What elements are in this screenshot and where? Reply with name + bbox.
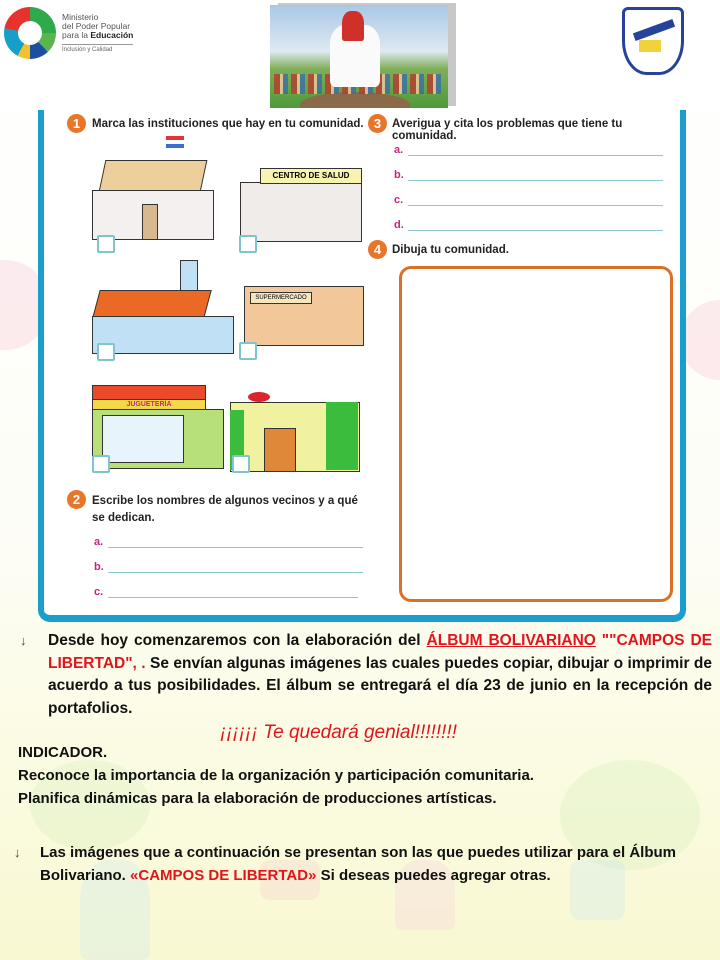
jugueteria-illustration [92,385,222,467]
drawing-area[interactable] [399,266,673,602]
bullet-arrow-icon: ↓ [20,633,27,648]
bolivar-hero-image [270,5,448,108]
q2-answer-c[interactable]: c. [94,586,358,598]
checkbox-iglesia[interactable] [97,343,115,361]
checkbox-supermercado[interactable] [239,342,257,360]
checkbox-jugueteria[interactable] [92,455,110,473]
q3-answer-c[interactable]: c. [394,194,663,206]
q2-prompt: Escribe los nombres de algunos vecinos y a qué se dedican. [92,495,358,524]
q2-number-badge: 2 [67,490,86,509]
indicator-title: INDICADOR. [18,744,108,761]
q4-number-badge: 4 [368,240,387,259]
q3-answer-a[interactable]: a. [394,144,663,156]
campos-de-libertad-title: «CAMPOS DE LIBERTAD» [130,866,317,884]
checkbox-escuela[interactable] [97,235,115,253]
centro-de-salud-sign: CENTRO DE SALUD [260,168,362,184]
ministry-name-line1: Ministerio [62,12,99,22]
ministry-tagline: Inclusión y Calidad [62,44,133,53]
indicator-item-2: Planifica dinámicas para la elaboración de producciones artísticas. [18,790,497,807]
q3-answer-d[interactable]: d. [394,219,663,231]
q3-prompt: Averigua y cita los problemas que tiene tu comunidad. [392,118,623,142]
encouragement-text: ¡¡¡¡¡¡ Te quedará genial!!!!!!!! [220,722,457,743]
q4-prompt: Dibuja tu comunidad. [392,244,509,256]
bullet-arrow-icon: ↓ [14,845,21,860]
supermercado-illustration [244,286,362,350]
school-crest-icon [622,7,684,75]
album-intro-paragraph: Desde hoy comenzaremos con la elaboración del ÁLBUM BOLIVARIANO ""CAMPOS DE LIBERTAD", . Se envían algunas imágenes las cuales puedes copiar, dibujar o imprimir de acuerdo a tus posibilidades. El álbum se entregará el día 23 de junio en la recepción de portafolios. [48,632,713,717]
checkbox-centro-de-salud[interactable] [239,235,257,253]
ministry-name-line2: del Poder Popular [62,21,131,31]
q3-answer-b[interactable]: b. [394,169,663,181]
q1-number-badge: 1 [67,114,86,133]
ministry-name-line3: para la [62,30,91,40]
q2-answer-a[interactable]: a. [94,536,363,548]
campos-de-libertad-title: ""CAMPOS DE LIBERTAD", . [48,632,713,672]
worksheet-frame [38,110,686,622]
bg-decoration [680,300,720,380]
indicator-item-1: Reconoce la importancia de la organización y participación comunitaria. [18,767,534,784]
q3-number-badge: 3 [368,114,387,133]
centro-de-salud-illustration [240,168,360,240]
q1-prompt: Marca las instituciones que hay en tu comunidad. [92,118,364,130]
ministry-logo [4,4,154,62]
checkbox-club[interactable] [232,455,250,473]
iglesia-illustration [92,260,232,352]
ministry-name-bold: Educación [90,30,134,40]
q2-answer-b[interactable]: b. [94,561,363,573]
jugueteria-sign: JUGUETERÍA [92,399,206,411]
ministry-ring-icon [4,7,56,59]
supermercado-sign: SUPERMERCADO [250,292,312,304]
album-bolivariano-link: ÁLBUM BOLIVARIANO [426,632,596,649]
images-note-paragraph: Las imágenes que a continuación se presentan son las que puedes utilizar para el Álbum Bolivariano. «CAMPOS DE LIBERTAD» Si deseas puedes agregar otras. [40,844,677,884]
escuela-illustration [92,150,212,238]
page-header [0,0,720,110]
